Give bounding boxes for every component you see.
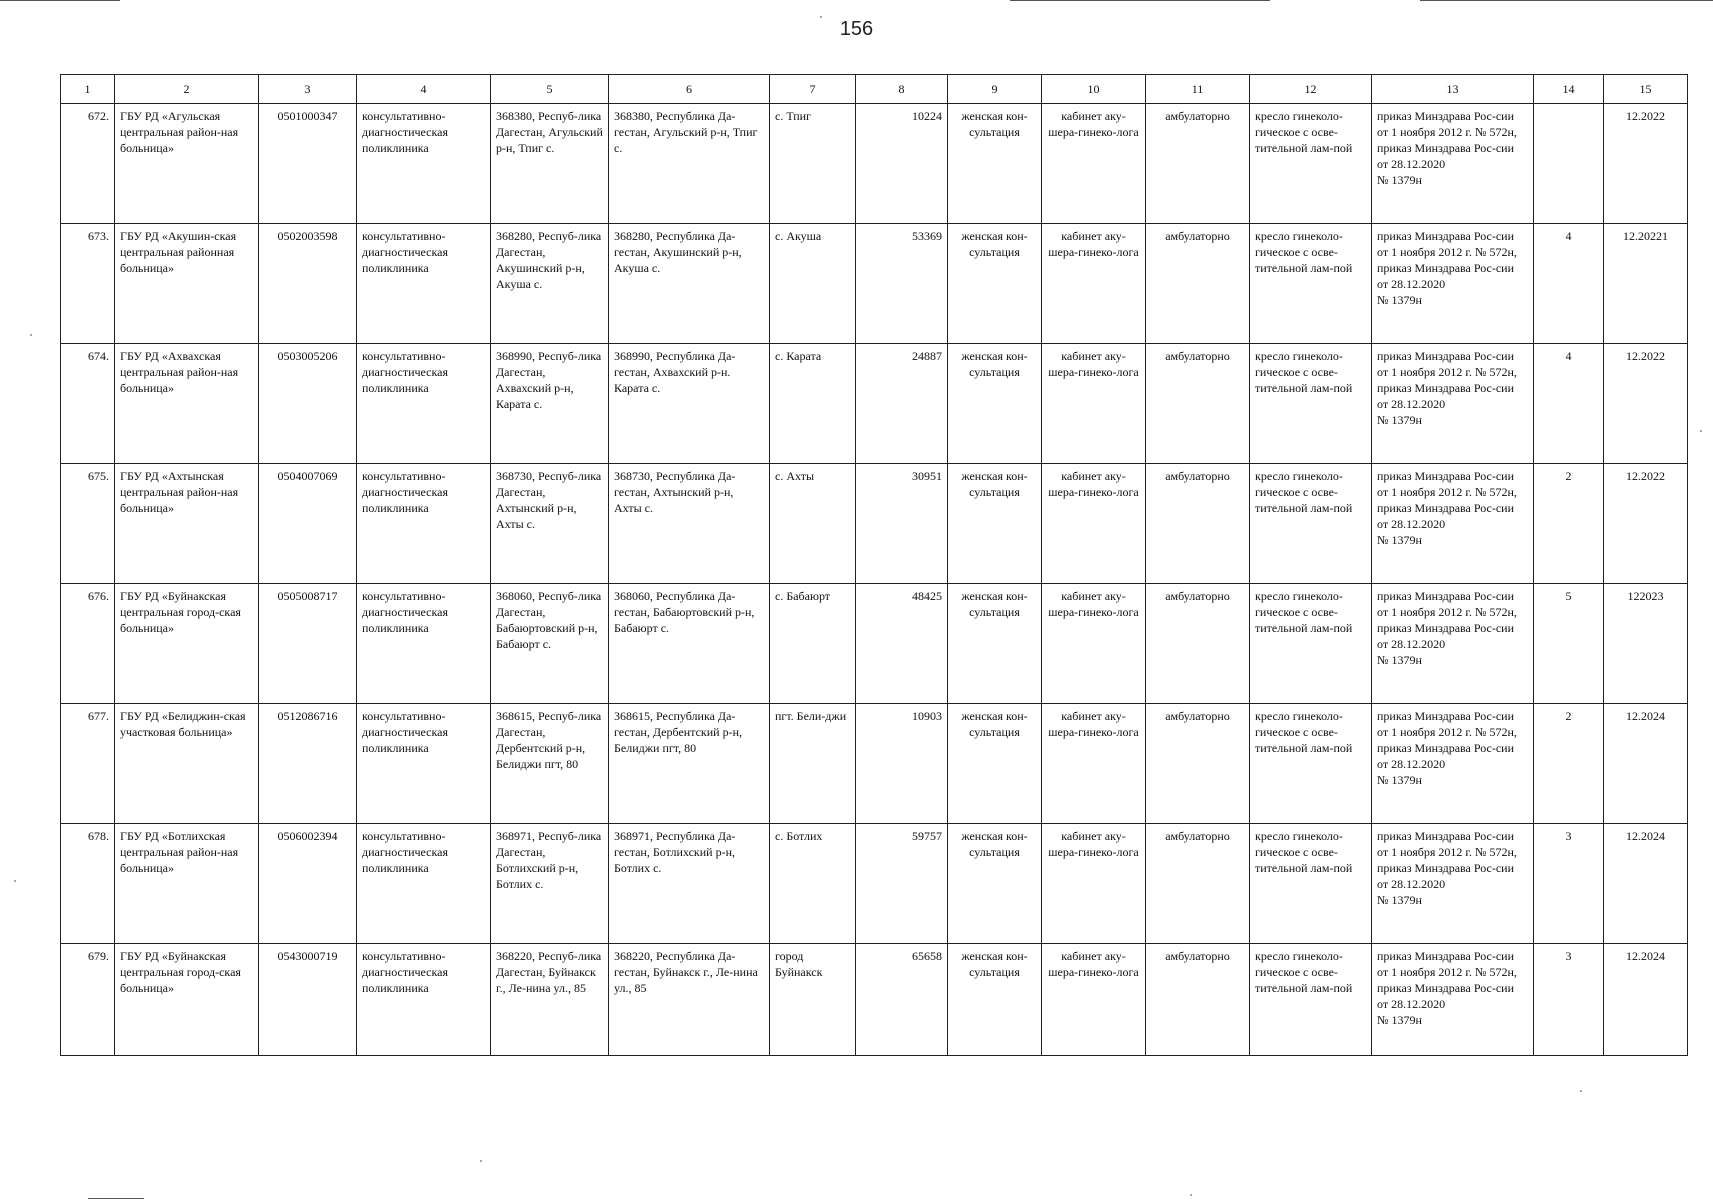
cell-actual-address: 368380, Республика Да-гестан, Агульский р-н, Тпиг с.	[609, 104, 770, 224]
scan-edge-line	[88, 1198, 144, 1199]
column-header-6: 6	[609, 75, 770, 104]
registry-table-container	[60, 74, 1688, 1056]
cell-equipment: кресло гинеколо-гическое с осве-тительной лам-пой	[1250, 344, 1372, 464]
cell-equipment: кресло гинеколо-гическое с осве-тительной лам-пой	[1250, 944, 1372, 1056]
cell-settlement: с. Ахты	[770, 464, 856, 584]
cell-inn-code: 0506002394	[259, 824, 357, 944]
cell-equipment: кресло гинеколо-гическое с осве-тительной лам-пой	[1250, 704, 1372, 824]
table-header	[61, 75, 1688, 104]
scan-speck	[30, 334, 32, 336]
column-header-3: 3	[259, 75, 357, 104]
cell-inn-code: 0503005206	[259, 344, 357, 464]
cell-organization-name: ГБУ РД «Ахтынская центральная район-ная больница»	[115, 464, 259, 584]
cell-legal-address: 368971, Респуб-лика Дагестан, Ботлихский р-н, Ботлих с.	[491, 824, 609, 944]
cell-settlement: с. Ботлих	[770, 824, 856, 944]
cell-room-type: кабинет аку-шера-гинеко-лога	[1042, 704, 1146, 824]
table-row	[61, 704, 1688, 824]
header-row	[61, 75, 1688, 104]
cell-actual-address: 368615, Республика Да-гестан, Дербентский р-н, Белиджи пгт, 80	[609, 704, 770, 824]
table-body	[61, 104, 1688, 1056]
cell-equipment: кресло гинеколо-гическое с осве-тительной лам-пой	[1250, 224, 1372, 344]
cell-date: 122023	[1604, 584, 1688, 704]
cell-unit-type: женская кон-сультация	[948, 464, 1042, 584]
scan-speck	[14, 880, 16, 882]
scan-speck	[480, 1160, 482, 1162]
cell-organization-name: ГБУ РД «Акушин-ская центральная районная больница»	[115, 224, 259, 344]
cell-inn-code: 0501000347	[259, 104, 357, 224]
cell-row-number: 678.	[61, 824, 115, 944]
cell-date: 12.20221	[1604, 224, 1688, 344]
cell-department-type: консультативно-диагностическая поликлиника	[357, 104, 491, 224]
cell-settlement: город Буйнакск	[770, 944, 856, 1056]
cell-quantity: 4	[1534, 224, 1604, 344]
column-header-15: 15	[1604, 75, 1688, 104]
cell-date: 12.2022	[1604, 344, 1688, 464]
table-row	[61, 344, 1688, 464]
cell-row-number: 673.	[61, 224, 115, 344]
cell-department-type: консультативно-диагностическая поликлиника	[357, 944, 491, 1056]
column-header-11: 11	[1146, 75, 1250, 104]
cell-date: 12.2024	[1604, 824, 1688, 944]
registry-table	[60, 74, 1688, 1056]
cell-regulation: приказ Минздрава Рос-сии от 1 ноября 2012 г. № 572н, приказ Минздрава Рос-сии от 28.12.2020 № 1379н	[1372, 824, 1534, 944]
table-row	[61, 944, 1688, 1056]
cell-actual-address: 368730, Республика Да-гестан, Ахтынский р-н, Ахты с.	[609, 464, 770, 584]
cell-actual-address: 368220, Республика Да-гестан, Буйнакск г., Ле-нина ул., 85	[609, 944, 770, 1056]
cell-equipment: кресло гинеколо-гическое с осве-тительной лам-пой	[1250, 824, 1372, 944]
table-row	[61, 104, 1688, 224]
scan-speck	[1700, 430, 1702, 432]
table-row	[61, 224, 1688, 344]
cell-date: 12.2024	[1604, 704, 1688, 824]
cell-settlement: с. Карата	[770, 344, 856, 464]
column-header-1: 1	[61, 75, 115, 104]
cell-organization-name: ГБУ РД «Ботлихская центральная район-ная больница»	[115, 824, 259, 944]
cell-settlement: с. Тпиг	[770, 104, 856, 224]
cell-population: 30951	[856, 464, 948, 584]
table-row	[61, 824, 1688, 944]
cell-row-number: 679.	[61, 944, 115, 1056]
cell-row-number: 676.	[61, 584, 115, 704]
cell-regulation: приказ Минздрава Рос-сии от 1 ноября 2012 г. № 572н, приказ Минздрава Рос-сии от 28.12.2020 № 1379н	[1372, 344, 1534, 464]
cell-actual-address: 368060, Республика Да-гестан, Бабаюртовский р-н, Бабаюрт с.	[609, 584, 770, 704]
cell-row-number: 674.	[61, 344, 115, 464]
cell-room-type: кабинет аку-шера-гинеко-лога	[1042, 344, 1146, 464]
cell-care-mode: амбулаторно	[1146, 824, 1250, 944]
cell-legal-address: 368220, Респуб-лика Дагестан, Буйнакск г., Ле-нина ул., 85	[491, 944, 609, 1056]
cell-regulation: приказ Минздрава Рос-сии от 1 ноября 2012 г. № 572н, приказ Минздрава Рос-сии от 28.12.2020 № 1379н	[1372, 224, 1534, 344]
cell-row-number: 677.	[61, 704, 115, 824]
cell-regulation: приказ Минздрава Рос-сии от 1 ноября 2012 г. № 572н, приказ Минздрава Рос-сии от 28.12.2020 № 1379н	[1372, 944, 1534, 1056]
cell-population: 65658	[856, 944, 948, 1056]
cell-organization-name: ГБУ РД «Ахвахская центральная район-ная больница»	[115, 344, 259, 464]
cell-room-type: кабинет аку-шера-гинеко-лога	[1042, 824, 1146, 944]
cell-inn-code: 0504007069	[259, 464, 357, 584]
cell-legal-address: 368990, Респуб-лика Дагестан, Ахвахский р-н, Карата с.	[491, 344, 609, 464]
cell-care-mode: амбулаторно	[1146, 584, 1250, 704]
cell-unit-type: женская кон-сультация	[948, 104, 1042, 224]
scan-speck	[820, 16, 822, 18]
cell-department-type: консультативно-диагностическая поликлиника	[357, 344, 491, 464]
scan-speck	[1580, 1090, 1582, 1092]
column-header-13: 13	[1372, 75, 1534, 104]
cell-regulation: приказ Минздрава Рос-сии от 1 ноября 2012 г. № 572н, приказ Минздрава Рос-сии от 28.12.2020 № 1379н	[1372, 584, 1534, 704]
cell-unit-type: женская кон-сультация	[948, 224, 1042, 344]
cell-unit-type: женская кон-сультация	[948, 344, 1042, 464]
scan-edge-line	[1420, 0, 1713, 1]
page-number: 156	[839, 18, 874, 40]
cell-department-type: консультативно-диагностическая поликлиника	[357, 464, 491, 584]
cell-care-mode: амбулаторно	[1146, 104, 1250, 224]
scan-edge-line	[1010, 0, 1270, 1]
cell-row-number: 675.	[61, 464, 115, 584]
cell-department-type: консультативно-диагностическая поликлиника	[357, 704, 491, 824]
column-header-12: 12	[1250, 75, 1372, 104]
cell-actual-address: 368971, Республика Да-гестан, Ботлихский р-н, Ботлих с.	[609, 824, 770, 944]
cell-quantity: 3	[1534, 824, 1604, 944]
cell-room-type: кабинет аку-шера-гинеко-лога	[1042, 224, 1146, 344]
cell-room-type: кабинет аку-шера-гинеко-лога	[1042, 584, 1146, 704]
cell-settlement: с. Акуша	[770, 224, 856, 344]
column-header-14: 14	[1534, 75, 1604, 104]
column-header-8: 8	[856, 75, 948, 104]
cell-care-mode: амбулаторно	[1146, 464, 1250, 584]
cell-quantity: 2	[1534, 704, 1604, 824]
cell-legal-address: 368730, Респуб-лика Дагестан, Ахтынский р-н, Ахты с.	[491, 464, 609, 584]
scan-speck	[1190, 1194, 1192, 1196]
column-header-5: 5	[491, 75, 609, 104]
cell-population: 59757	[856, 824, 948, 944]
cell-room-type: кабинет аку-шера-гинеко-лога	[1042, 104, 1146, 224]
cell-population: 10224	[856, 104, 948, 224]
cell-organization-name: ГБУ РД «Буйнакская центральная город-ская больница»	[115, 584, 259, 704]
cell-population: 53369	[856, 224, 948, 344]
cell-organization-name: ГБУ РД «Буйнакская центральная город-ская больница»	[115, 944, 259, 1056]
column-header-4: 4	[357, 75, 491, 104]
cell-legal-address: 368380, Респуб-лика Дагестан, Агульский р-н, Тпиг с.	[491, 104, 609, 224]
cell-legal-address: 368280, Респуб-лика Дагестан, Акушинский р-н, Акуша с.	[491, 224, 609, 344]
cell-organization-name: ГБУ РД «Белиджин-ская участковая больница»	[115, 704, 259, 824]
cell-quantity: 3	[1534, 944, 1604, 1056]
cell-care-mode: амбулаторно	[1146, 224, 1250, 344]
cell-row-number: 672.	[61, 104, 115, 224]
cell-quantity: 2	[1534, 464, 1604, 584]
cell-room-type: кабинет аку-шера-гинеко-лога	[1042, 464, 1146, 584]
cell-actual-address: 368990, Республика Да-гестан, Ахвахский р-н. Карата с.	[609, 344, 770, 464]
cell-inn-code: 0502003598	[259, 224, 357, 344]
cell-date: 12.2022	[1604, 464, 1688, 584]
cell-regulation: приказ Минздрава Рос-сии от 1 ноября 2012 г. № 572н, приказ Минздрава Рос-сии от 28.12.2020 № 1379н	[1372, 704, 1534, 824]
cell-department-type: консультативно-диагностическая поликлиника	[357, 824, 491, 944]
cell-unit-type: женская кон-сультация	[948, 944, 1042, 1056]
table-row	[61, 464, 1688, 584]
cell-organization-name: ГБУ РД «Агульская центральная район-ная больница»	[115, 104, 259, 224]
cell-legal-address: 368060, Респуб-лика Дагестан, Бабаюртовский р-н, Бабаюрт с.	[491, 584, 609, 704]
cell-regulation: приказ Минздрава Рос-сии от 1 ноября 2012 г. № 572н, приказ Минздрава Рос-сии от 28.12.2020 № 1379н	[1372, 464, 1534, 584]
cell-population: 48425	[856, 584, 948, 704]
cell-equipment: кресло гинеколо-гическое с осве-тительной лам-пой	[1250, 584, 1372, 704]
cell-legal-address: 368615, Респуб-лика Дагестан, Дербентский р-н, Белиджи пгт, 80	[491, 704, 609, 824]
cell-date: 12.2024	[1604, 944, 1688, 1056]
cell-date: 12.2022	[1604, 104, 1688, 224]
cell-population: 10903	[856, 704, 948, 824]
cell-quantity: 4	[1534, 344, 1604, 464]
column-header-9: 9	[948, 75, 1042, 104]
cell-care-mode: амбулаторно	[1146, 344, 1250, 464]
cell-settlement: пгт. Бели-джи	[770, 704, 856, 824]
cell-inn-code: 0512086716	[259, 704, 357, 824]
cell-population: 24887	[856, 344, 948, 464]
cell-unit-type: женская кон-сультация	[948, 704, 1042, 824]
scan-edge-line	[0, 0, 120, 1]
cell-inn-code: 0505008717	[259, 584, 357, 704]
cell-equipment: кресло гинеколо-гическое с осве-тительной лам-пой	[1250, 464, 1372, 584]
cell-regulation: приказ Минздрава Рос-сии от 1 ноября 2012 г. № 572н, приказ Минздрава Рос-сии от 28.12.2020 № 1379н	[1372, 104, 1534, 224]
cell-equipment: кресло гинеколо-гическое с осве-тительной лам-пой	[1250, 104, 1372, 224]
cell-room-type: кабинет аку-шера-гинеко-лога	[1042, 944, 1146, 1056]
cell-care-mode: амбулаторно	[1146, 704, 1250, 824]
cell-quantity	[1534, 104, 1604, 224]
cell-settlement: с. Бабаюрт	[770, 584, 856, 704]
column-header-7: 7	[770, 75, 856, 104]
cell-care-mode: амбулаторно	[1146, 944, 1250, 1056]
cell-department-type: консультативно-диагностическая поликлиника	[357, 224, 491, 344]
table-row	[61, 584, 1688, 704]
cell-department-type: консультативно-диагностическая поликлиника	[357, 584, 491, 704]
cell-inn-code: 0543000719	[259, 944, 357, 1056]
cell-unit-type: женская кон-сультация	[948, 584, 1042, 704]
cell-quantity: 5	[1534, 584, 1604, 704]
cell-actual-address: 368280, Республика Да-гестан, Акушинский р-н, Акуша с.	[609, 224, 770, 344]
column-header-2: 2	[115, 75, 259, 104]
column-header-10: 10	[1042, 75, 1146, 104]
cell-unit-type: женская кон-сультация	[948, 824, 1042, 944]
